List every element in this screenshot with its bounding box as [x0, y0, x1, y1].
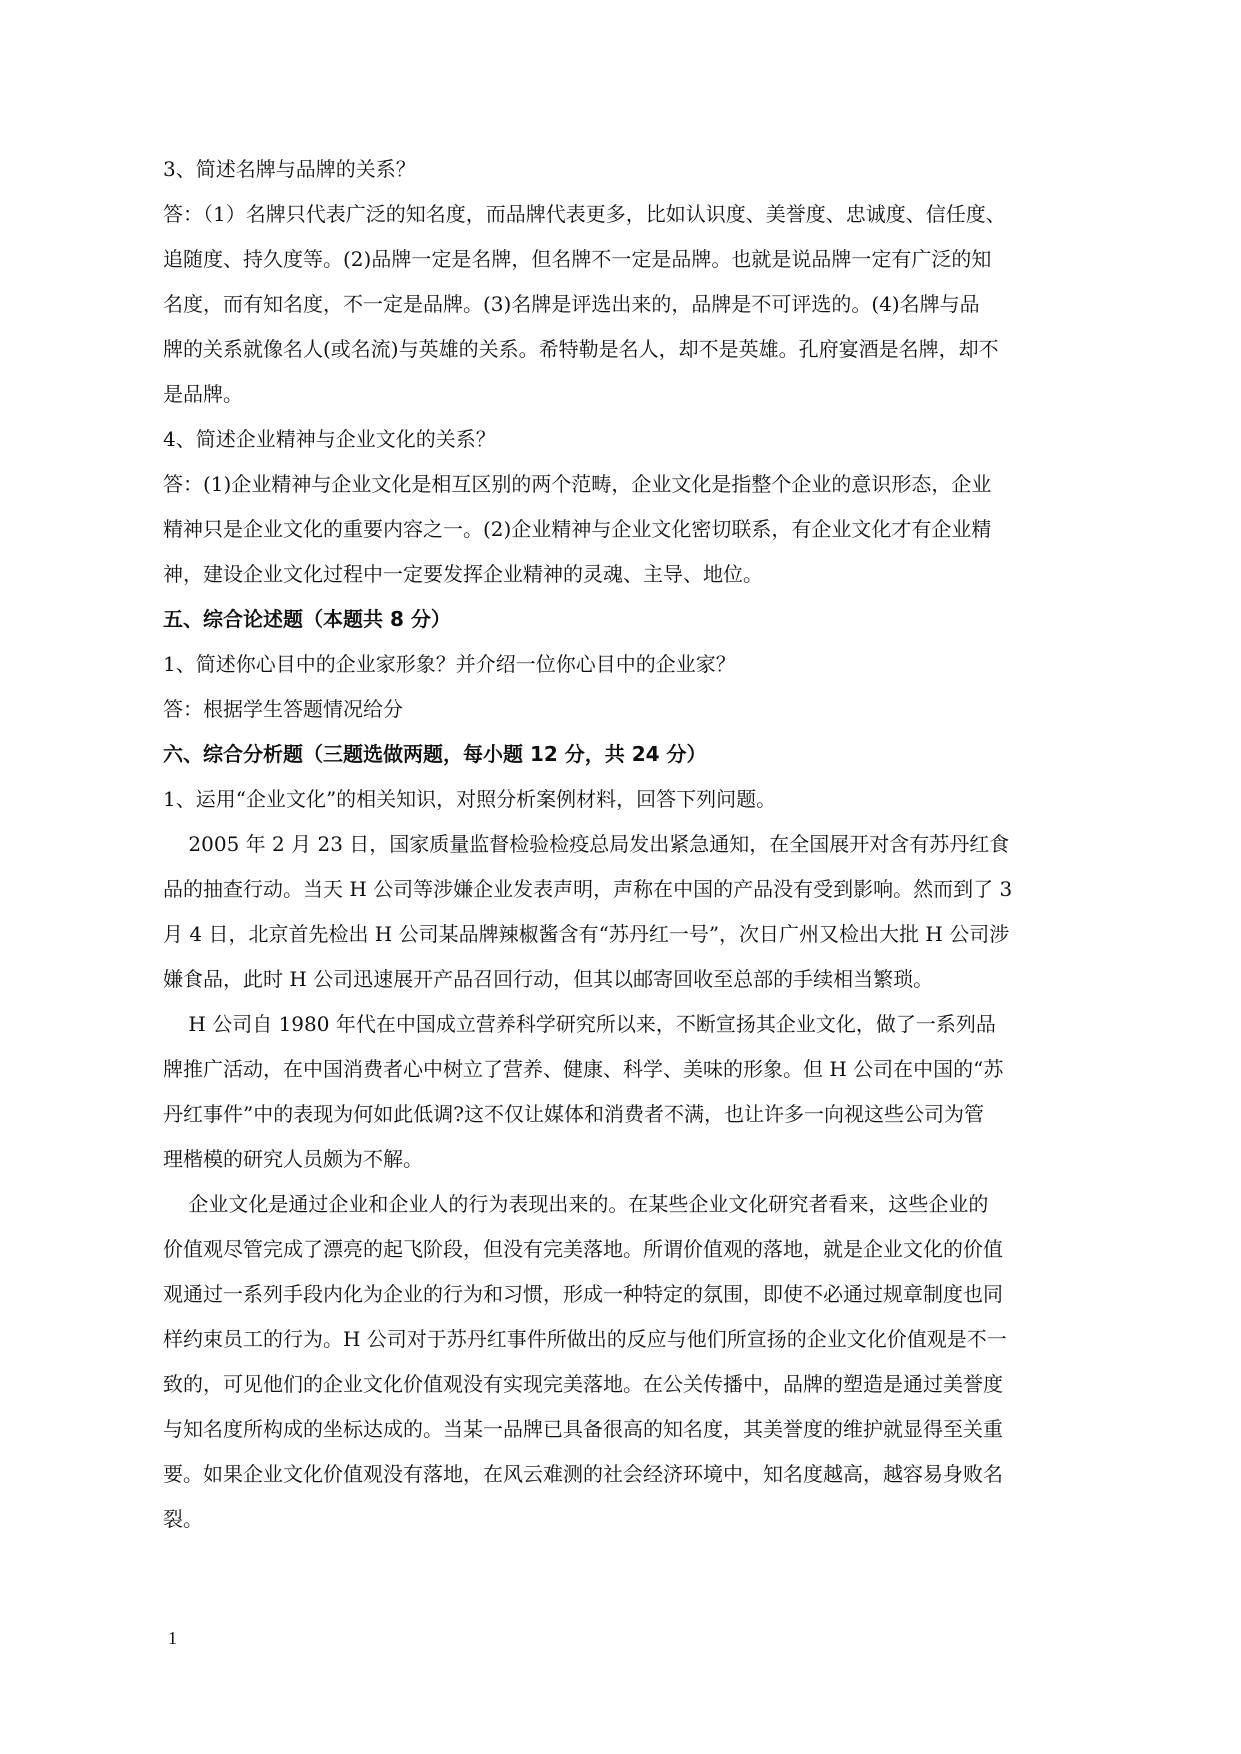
text-line: 3、简述名牌与品牌的关系？ — [163, 157, 416, 181]
text-line: 致的，可见他们的企业文化价值观没有实现完美落地。在公关传播中，品牌的塑造是通过美誉度 — [163, 1372, 1003, 1396]
text-line: 嫌食品，此时 H 公司迅速展开产品召回行动，但其以邮寄回收至总部的手续相当繁琐。 — [163, 967, 934, 991]
text-line: 是品牌。 — [163, 382, 243, 406]
document-page — [163, 147, 1083, 1542]
text-line: 样约束员工的行为。H 公司对于苏丹红事件所做出的反应与他们所宣扬的企业文化价值观是不一 — [163, 1327, 1007, 1351]
text-line: H 公司自 1980 年代在中国成立营养科学研究所以来，不断宣扬其企业文化，做了一系列品 — [163, 1012, 996, 1036]
text-line: 品的抽查行动。当天 H 公司等涉嫌企业发表声明，声称在中国的产品没有受到影响。然而到了 3 — [163, 877, 1013, 901]
text-line: 企业文化是通过企业和企业人的行为表现出来的。在某些企业文化研究者看来，这些企业的 — [163, 1192, 989, 1216]
section-heading: 五、综合论述题（本题共 8 分） — [163, 607, 451, 631]
text-line: 1、简述你心目中的企业家形象？并介绍一位你心目中的企业家？ — [163, 652, 736, 676]
text-line: 名度，而有知名度，不一定是品牌。(3)名牌是评选出来的，品牌是不可评选的。(4)名牌与品 — [163, 292, 980, 316]
text-line: 神，建设企业文化过程中一定要发挥企业精神的灵魂、主导、地位。 — [163, 562, 763, 586]
text-line: 价值观尽管完成了漂亮的起飞阶段，但没有完美落地。所谓价值观的落地，就是企业文化的价值 — [163, 1237, 1003, 1261]
section-heading: 六、综合分析题（三题选做两题，每小题 12 分，共 24 分） — [163, 742, 707, 766]
text-line: 答：（1）名牌只代表广泛的知名度，而品牌代表更多，比如认识度、美誉度、忠诚度、信任度、 — [163, 202, 1006, 226]
text-line: 丹红事件”中的表现为何如此低调?这不仅让媒体和消费者不满，也让许多一向视这些公司为管 — [163, 1102, 984, 1126]
text-line: 4、简述企业精神与企业文化的关系？ — [163, 427, 496, 451]
text-line: 精神只是企业文化的重要内容之一。(2)企业精神与企业文化密切联系，有企业文化才有企业精 — [163, 517, 992, 541]
text-line: 答：根据学生答题情况给分 — [163, 697, 403, 721]
text-line: 观通过一系列手段内化为企业的行为和习惯，形成一种特定的氛围，即使不必通过规章制度也同 — [163, 1282, 1003, 1306]
page-number: 1 — [168, 1628, 177, 1648]
text-line: 追随度、持久度等。(2)品牌一定是名牌，但名牌不一定是品牌。也就是说品牌一定有广泛的知 — [163, 247, 992, 271]
text-line: 答：(1)企业精神与企业文化是相互区别的两个范畴，企业文化是指整个企业的意识形态，企业 — [163, 472, 992, 496]
text-line: 要。如果企业文化价值观没有落地，在风云难测的社会经济环境中，知名度越高，越容易身败名 — [163, 1462, 1003, 1486]
text-line: 1、运用“企业文化”的相关知识，对照分析案例材料，回答下列问题。 — [163, 787, 777, 811]
text-line: 牌推广活动，在中国消费者心中树立了营养、健康、科学、美味的形象。但 H 公司在中国的“苏 — [163, 1057, 1004, 1081]
text-line: 理楷模的研究人员颇为不解。 — [163, 1147, 423, 1171]
text-line: 裂。 — [163, 1507, 203, 1531]
text-line: 牌的关系就像名人(或名流)与英雄的关系。希特勒是名人，却不是英雄。孔府宴酒是名牌，却不 — [163, 337, 999, 361]
text-line: 与知名度所构成的坐标达成的。当某一品牌已具备很高的知名度，其美誉度的维护就显得至关重 — [163, 1417, 1003, 1441]
text-line: 2005 年 2 月 23 日，国家质量监督检验检疫总局发出紧急通知，在全国展开对含有苏丹红食 — [163, 832, 1010, 856]
text-line: 月 4 日，北京首先检出 H 公司某品牌辣椒酱含有“苏丹红一号”，次日广州又检出大批 H 公司涉 — [163, 922, 1010, 946]
